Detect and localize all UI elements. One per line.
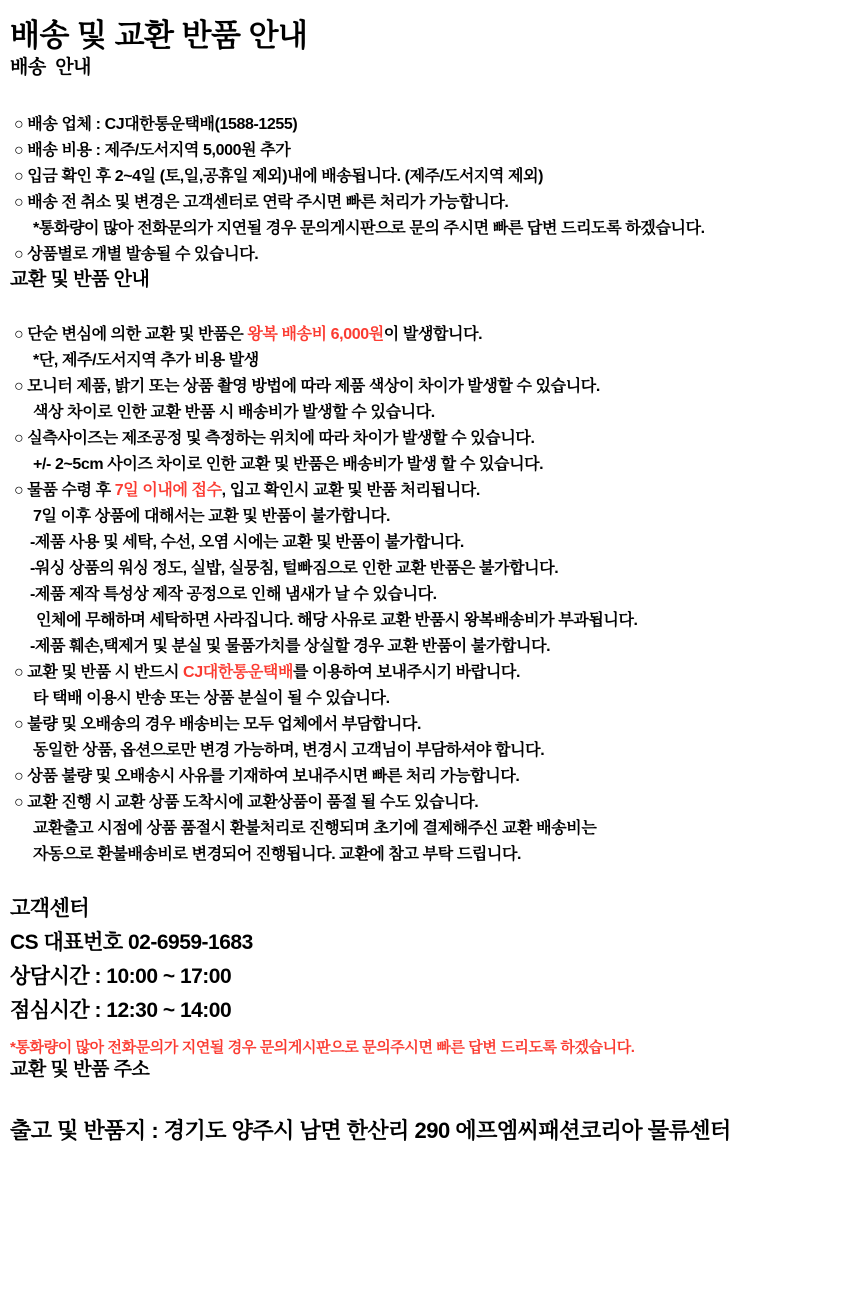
highlighted-text: CJ대한통운택배 xyxy=(183,664,294,681)
notice-text: 타 택배 이용시 반송 또는 상품 분실이 될 수 있습니다. xyxy=(33,690,390,707)
highlighted-text: 왕복 배송비 6,000원 xyxy=(247,326,384,343)
notice-text: 를 이용하여 보내주시기 바랍니다. xyxy=(293,664,521,681)
notice-text: 교환출고 시점에 상품 품절시 환불처리로 진행되며 초기에 결제해주신 교환 배송비는 xyxy=(33,820,597,837)
shipping-section-heading: 배송 안내 xyxy=(10,57,91,78)
notice-text: ○ 교환 진행 시 교환 상품 도착시에 교환상품이 품절 될 수도 있습니다. xyxy=(14,794,479,811)
notice-text: -제품 사용 및 세탁, 수선, 오염 시에는 교환 및 반품이 불가합니다. xyxy=(30,534,464,551)
notice-text: ○ 교환 및 반품 시 반드시 xyxy=(14,664,184,681)
notice-text: 자동으로 환불배송비로 변경되어 진행됩니다. 교환에 참고 부탁 드립니다. xyxy=(33,846,522,863)
notice-line xyxy=(14,816,844,842)
call-volume-note: *통화량이 많아 전화문의가 지연될 경우 문의게시판으로 문의주시면 빠른 답변 드리도록 하겠습니다. xyxy=(10,1039,635,1056)
notice-text: 7일 이후 상품에 대해서는 교환 및 반품이 불가합니다. xyxy=(33,508,391,525)
notice-line xyxy=(14,790,844,816)
notice-text: 인체에 무해하며 세탁하면 사라집니다. 해당 사유로 교환 반품시 왕복배송비가 부과됩니다. xyxy=(36,612,638,629)
notice-text: ○ 배송 전 취소 및 변경은 고객센터로 연락 주시면 빠른 처리가 가능합니다. xyxy=(14,194,509,211)
notice-line xyxy=(14,660,844,686)
notice-line xyxy=(14,112,844,138)
notice-line xyxy=(14,582,844,608)
notice-line xyxy=(14,322,844,348)
notice-line xyxy=(14,738,844,764)
notice-line xyxy=(14,634,844,660)
page-title: 배송 및 교환 반품 안내 xyxy=(10,18,308,53)
notice-text: ○ 배송 업체 : CJ대한통운택배(1588-1255) xyxy=(14,116,298,133)
notice-line xyxy=(14,686,844,712)
notice-text: -제품 훼손,택제거 및 분실 및 물품가치를 상실할 경우 교환 반품이 불가합니다. xyxy=(30,638,551,655)
shipping-notice-list xyxy=(14,112,844,268)
notice-text: ○ 단순 변심에 의한 교환 및 반품은 xyxy=(14,326,248,343)
notice-text: ○ 상품별로 개별 발송될 수 있습니다. xyxy=(14,246,259,263)
notice-line xyxy=(14,426,844,452)
notice-line xyxy=(14,452,844,478)
notice-line xyxy=(14,842,844,868)
notice-line xyxy=(14,556,844,582)
notice-line xyxy=(14,608,844,634)
notice-text: *통화량이 많아 전화문의가 지연될 경우 문의게시판으로 문의 주시면 빠른 답변 드리도록 하겠습니다. xyxy=(33,220,705,237)
customer-center-phone: CS 대표번호 02-6959-1683 xyxy=(10,931,253,954)
notice-text: ○ 입금 확인 후 2~4일 (토,일,공휴일 제외)내에 배송됩니다. (제주/도서지역 제외) xyxy=(14,168,544,185)
notice-text: -제품 제작 특성상 제작 공정으로 인해 냄새가 날 수 있습니다. xyxy=(30,586,437,603)
exchange-notice-list xyxy=(14,322,844,868)
notice-line xyxy=(14,478,844,504)
notice-text: *단, 제주/도서지역 추가 비용 발생 xyxy=(33,352,259,369)
notice-text: ○ 상품 불량 및 오배송시 사유를 기재하여 보내주시면 빠른 처리 가능합니다. xyxy=(14,768,520,785)
notice-line xyxy=(14,164,844,190)
notice-text: ○ 실측사이즈는 제조공정 및 측정하는 위치에 따라 차이가 발생할 수 있습니다. xyxy=(14,430,535,447)
notice-line xyxy=(14,190,844,216)
notice-text: -워싱 상품의 워싱 정도, 실밥, 실뭉침, 털빠짐으로 인한 교환 반품은 불가합니다. xyxy=(30,560,559,577)
notice-text: ○ 물품 수령 후 xyxy=(14,482,115,499)
notice-line xyxy=(14,138,844,164)
notice-document xyxy=(0,16,860,1146)
return-address-heading: 교환 및 반품 주소 xyxy=(10,1059,150,1080)
exchange-section-heading: 교환 및 반품 안내 xyxy=(10,269,150,290)
notice-text: 동일한 상품, 옵션으로만 변경 가능하며, 변경시 고객님이 부담하셔야 합니다. xyxy=(33,742,545,759)
notice-text: 이 발생합니다. xyxy=(383,326,483,343)
notice-text: ○ 불량 및 오배송의 경우 배송비는 모두 업체에서 부담합니다. xyxy=(14,716,422,733)
highlighted-text: 7일 이내에 접수 xyxy=(114,482,222,499)
notice-line xyxy=(14,504,844,530)
notice-line xyxy=(14,348,844,374)
notice-text: 색상 차이로 인한 교환 반품 시 배송비가 발생할 수 있습니다. xyxy=(33,404,435,421)
notice-line xyxy=(14,400,844,426)
customer-center-consult-hours: 상담시간 : 10:00 ~ 17:00 xyxy=(10,965,232,988)
notice-line xyxy=(14,712,844,738)
notice-line xyxy=(14,530,844,556)
notice-text: ○ 배송 비용 : 제주/도서지역 5,000원 추가 xyxy=(14,142,291,159)
customer-center-lunch-hours: 점심시간 : 12:30 ~ 14:00 xyxy=(10,999,232,1022)
notice-line xyxy=(14,374,844,400)
customer-center-heading: 고객센터 xyxy=(10,897,90,920)
notice-line xyxy=(14,216,844,242)
notice-text: +/- 2~5cm 사이즈 차이로 인한 교환 및 반품은 배송비가 발생 할 수 있습니다. xyxy=(33,456,544,473)
notice-line xyxy=(14,242,844,268)
notice-line xyxy=(14,764,844,790)
notice-text: , 입고 확인시 교환 및 반품 처리됩니다. xyxy=(221,482,480,499)
return-address-line: 출고 및 반품지 : 경기도 양주시 남면 한산리 290 에프엠씨패션코리아 물류센터 xyxy=(10,1118,731,1143)
customer-center-block xyxy=(10,892,844,1028)
notice-text: ○ 모니터 제품, 밝기 또는 상품 촬영 방법에 따라 제품 색상이 차이가 발생할 수 있습니다. xyxy=(14,378,600,395)
